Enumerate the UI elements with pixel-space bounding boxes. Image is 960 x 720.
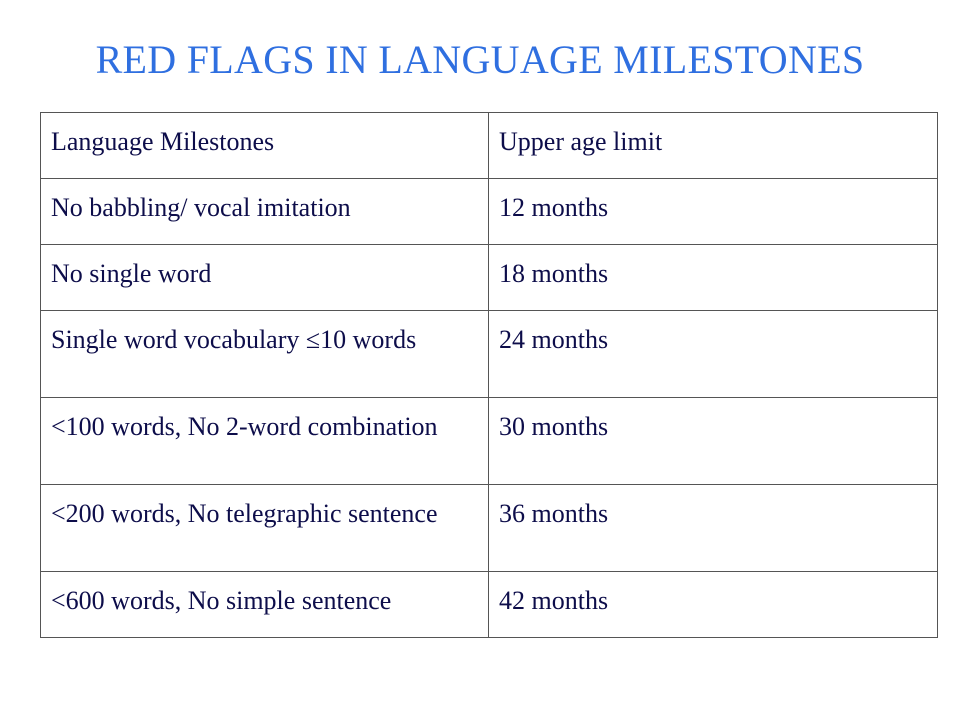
age-limit-cell: 12 months <box>489 179 938 245</box>
milestone-cell: No single word <box>41 245 489 311</box>
milestone-cell: Single word vocabulary ≤10 words <box>41 311 489 398</box>
age-limit-cell: 30 months <box>489 398 938 485</box>
age-limit-cell: 24 months <box>489 311 938 398</box>
age-limit-cell: 18 months <box>489 245 938 311</box>
milestone-cell: No babbling/ vocal imitation <box>41 179 489 245</box>
table-header-row <box>41 113 938 179</box>
table-row <box>41 245 938 311</box>
table-row <box>41 179 938 245</box>
table-row <box>41 572 938 638</box>
header-upper-age-limit: Upper age limit <box>489 113 938 179</box>
table-row <box>41 311 938 398</box>
milestone-cell: <200 words, No telegraphic sentence <box>41 485 489 572</box>
age-limit-cell: 36 months <box>489 485 938 572</box>
header-language-milestones: Language Milestones <box>41 113 489 179</box>
table-row <box>41 485 938 572</box>
age-limit-cell: 42 months <box>489 572 938 638</box>
milestone-cell: <100 words, No 2-word combination <box>41 398 489 485</box>
red-flags-table <box>40 112 938 638</box>
table-row <box>41 398 938 485</box>
slide-title: RED FLAGS IN LANGUAGE MILESTONES <box>95 37 865 82</box>
milestone-cell: <600 words, No simple sentence <box>41 572 489 638</box>
